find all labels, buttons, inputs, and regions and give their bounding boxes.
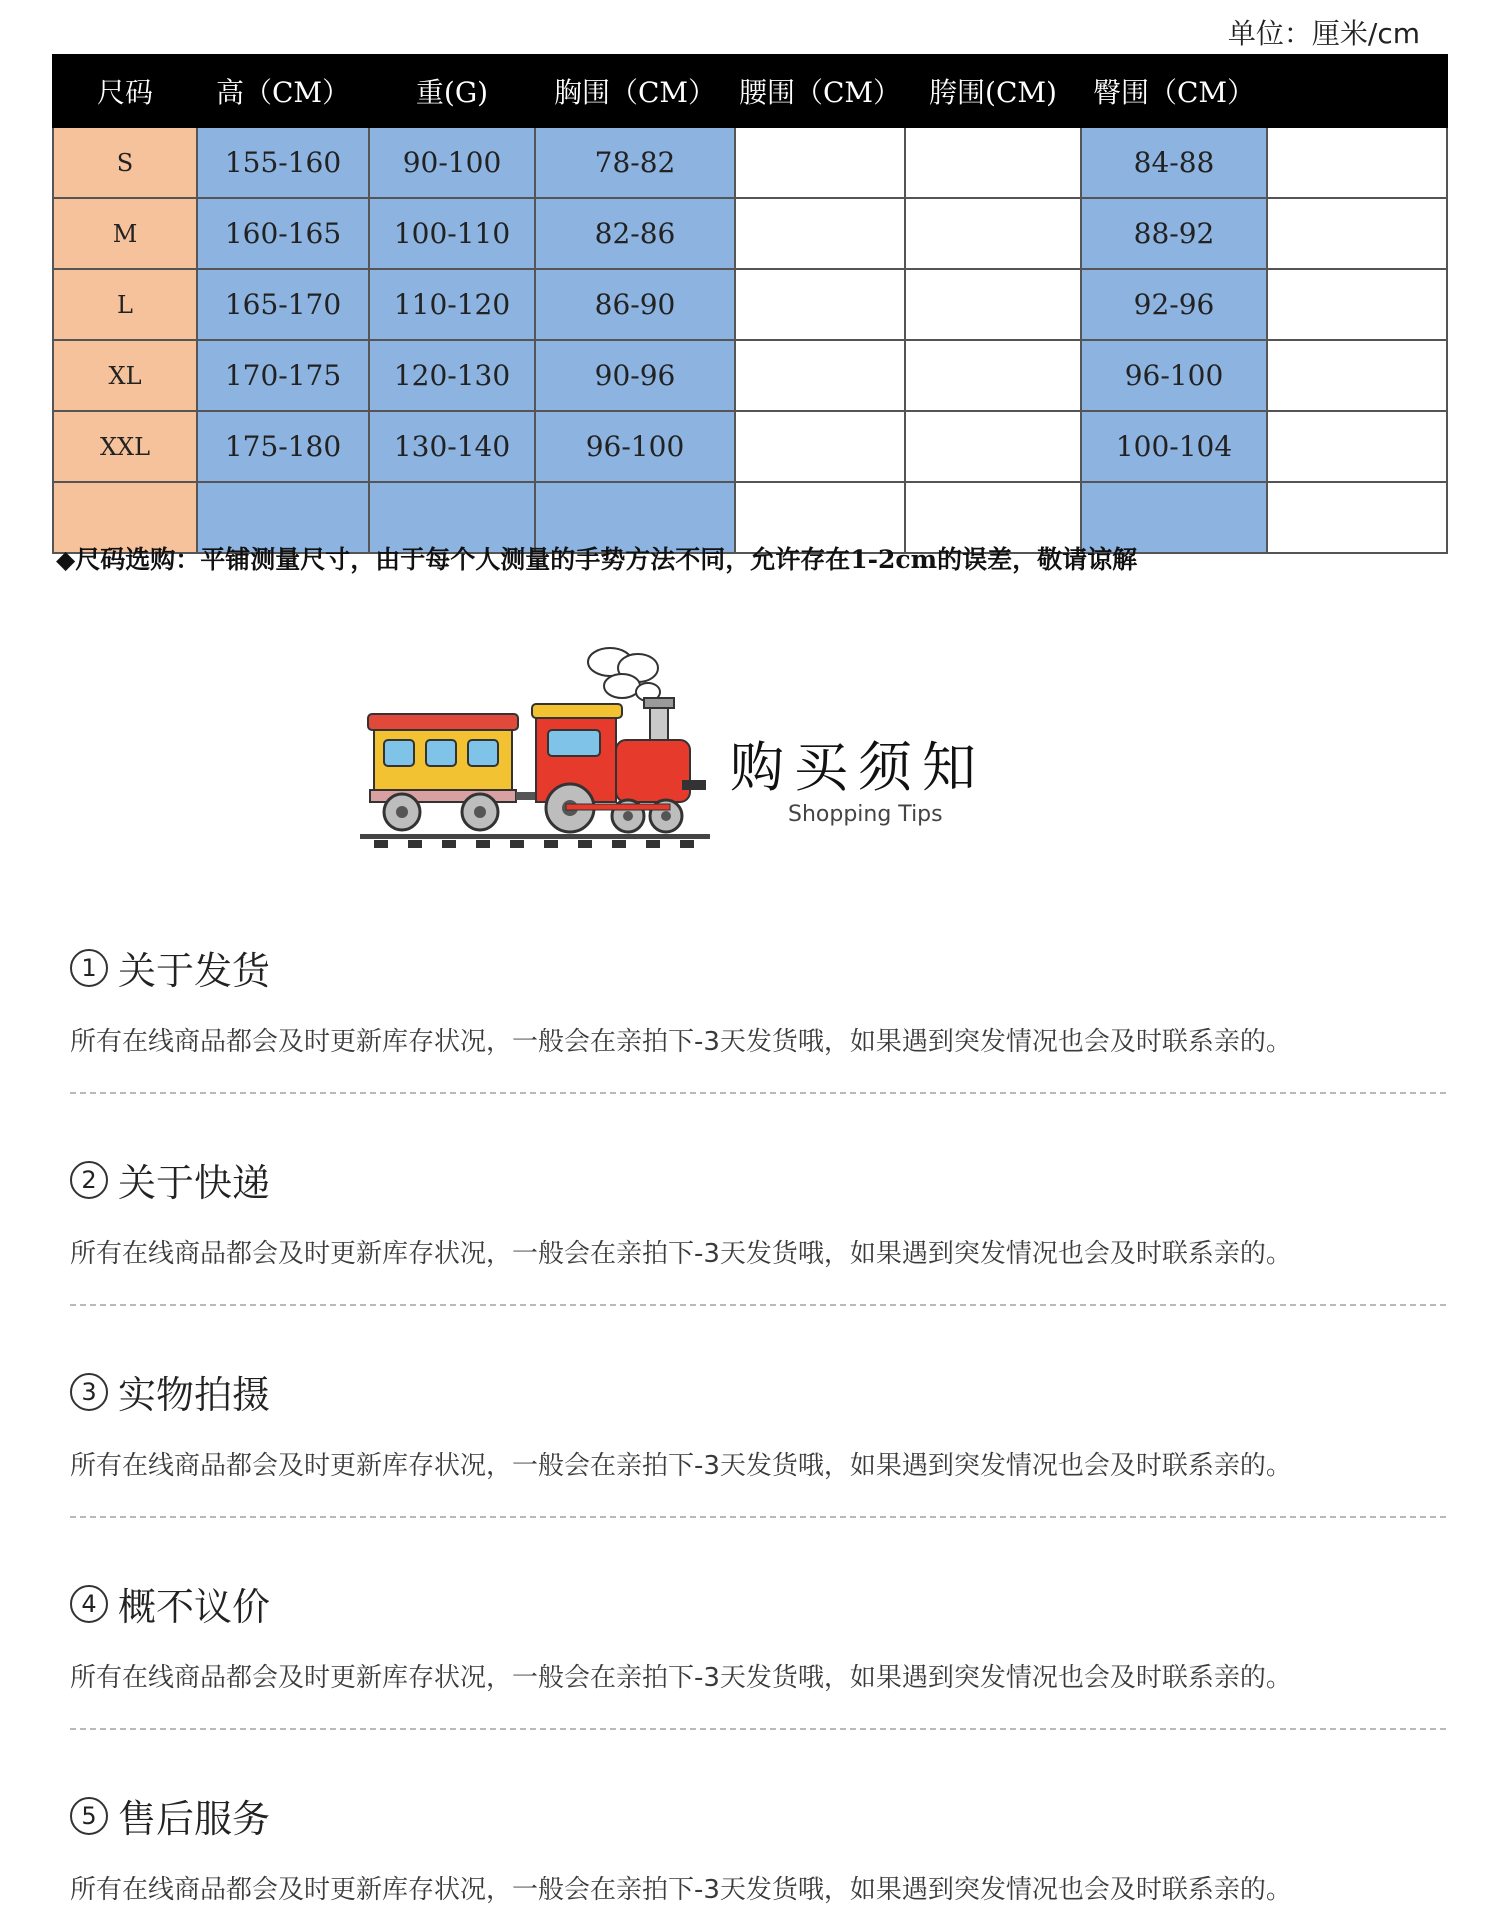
cell-extra — [1267, 269, 1447, 340]
tip-divider — [70, 1092, 1446, 1094]
tip-title: 实物拍摄 — [118, 1373, 271, 1417]
tip-number-icon: 4 — [70, 1585, 108, 1623]
tip-number-icon: 1 — [70, 949, 108, 987]
tip-shipping — [70, 940, 1446, 1094]
tip-photos — [70, 1364, 1446, 1518]
tip-body: 所有在线商品都会及时更新库存状况，一般会在亲拍下-3天发货哦，如果遇到突发情况也会及时联系亲的。 — [70, 1875, 1292, 1905]
size-table-header — [53, 55, 1447, 127]
cell-crotch — [905, 198, 1081, 269]
cell-height: 155-160 — [197, 127, 369, 198]
tip-title: 售后服务 — [118, 1797, 271, 1841]
tip-title: 关于发货 — [118, 949, 271, 993]
cell-height: 160-165 — [197, 198, 369, 269]
cell-weight: 120-130 — [369, 340, 535, 411]
tip-body: 所有在线商品都会及时更新库存状况，一般会在亲拍下-3天发货哦，如果遇到突发情况也会及时联系亲的。 — [70, 1663, 1292, 1693]
cell-extra — [1267, 411, 1447, 482]
header-weight: 重(G) — [369, 55, 535, 127]
cell-waist — [735, 269, 905, 340]
tip-number-icon: 3 — [70, 1373, 108, 1411]
train-illustration — [360, 640, 720, 860]
cell-chest: 86-90 — [535, 269, 735, 340]
cell-weight: 130-140 — [369, 411, 535, 482]
tip-divider — [70, 1304, 1446, 1306]
cell-chest: 78-82 — [535, 127, 735, 198]
size-table — [52, 54, 1448, 554]
unit-label: 单位：厘米/cm — [1227, 17, 1420, 50]
tip-body: 所有在线商品都会及时更新库存状况，一般会在亲拍下-3天发货哦，如果遇到突发情况也会及时联系亲的。 — [70, 1451, 1292, 1481]
cell-size: M — [53, 198, 197, 269]
header-chest: 胸围（CM） — [535, 55, 735, 127]
header-height: 高（CM） — [197, 55, 369, 127]
table-row — [53, 269, 1447, 340]
tip-divider — [70, 1516, 1446, 1518]
cell-crotch — [905, 127, 1081, 198]
table-row — [53, 411, 1447, 482]
cell-size: XXL — [53, 411, 197, 482]
cell-chest: 96-100 — [535, 411, 735, 482]
cell-extra — [1267, 127, 1447, 198]
banner-title: 购买须知 — [730, 736, 986, 799]
cell-hip: 100-104 — [1081, 411, 1267, 482]
cell-waist — [735, 198, 905, 269]
shopping-tips-banner — [360, 640, 1040, 860]
cell-extra — [1267, 198, 1447, 269]
cell-chest: 82-86 — [535, 198, 735, 269]
cell-weight: 100-110 — [369, 198, 535, 269]
table-row — [53, 340, 1447, 411]
header-crotch: 胯围(CM) — [905, 55, 1081, 127]
cell-weight: 110-120 — [369, 269, 535, 340]
cell-size: S — [53, 127, 197, 198]
tip-title: 概不议价 — [118, 1585, 271, 1629]
cell-crotch — [905, 340, 1081, 411]
tip-title: 关于快递 — [118, 1161, 271, 1205]
cell-waist — [735, 340, 905, 411]
banner-subtitle: Shopping Tips — [788, 802, 943, 827]
cell-height: 165-170 — [197, 269, 369, 340]
cell-height: 170-175 — [197, 340, 369, 411]
cell-height: 175-180 — [197, 411, 369, 482]
cell-crotch — [905, 411, 1081, 482]
tip-after-sales — [70, 1788, 1446, 1906]
size-note: ◆尺码选购：平铺测量尺寸，由于每个人测量的手势方法不同，允许存在1-2cm的误差，敬请谅解 — [56, 545, 1138, 574]
header-waist: 腰围（CM） — [735, 55, 905, 127]
cell-hip: 88-92 — [1081, 198, 1267, 269]
cell-extra — [1267, 340, 1447, 411]
tip-number-icon: 5 — [70, 1797, 108, 1835]
cell-waist — [735, 411, 905, 482]
header-hip: 臀围（CM） — [1081, 55, 1267, 127]
cell-extra — [1267, 482, 1447, 553]
tip-number-icon: 2 — [70, 1161, 108, 1199]
tip-no-bargain — [70, 1576, 1446, 1730]
cell-chest: 90-96 — [535, 340, 735, 411]
cell-hip: 92-96 — [1081, 269, 1267, 340]
tip-divider — [70, 1728, 1446, 1730]
cell-hip: 84-88 — [1081, 127, 1267, 198]
table-row — [53, 127, 1447, 198]
header-extra — [1267, 55, 1447, 127]
header-size: 尺码 — [53, 55, 197, 127]
cell-size: L — [53, 269, 197, 340]
tip-body: 所有在线商品都会及时更新库存状况，一般会在亲拍下-3天发货哦，如果遇到突发情况也会及时联系亲的。 — [70, 1239, 1292, 1269]
table-row — [53, 198, 1447, 269]
tip-express — [70, 1152, 1446, 1306]
cell-size: XL — [53, 340, 197, 411]
cell-hip: 96-100 — [1081, 340, 1267, 411]
tip-body: 所有在线商品都会及时更新库存状况，一般会在亲拍下-3天发货哦，如果遇到突发情况也会及时联系亲的。 — [70, 1027, 1292, 1057]
cell-weight: 90-100 — [369, 127, 535, 198]
cell-waist — [735, 127, 905, 198]
cell-crotch — [905, 269, 1081, 340]
